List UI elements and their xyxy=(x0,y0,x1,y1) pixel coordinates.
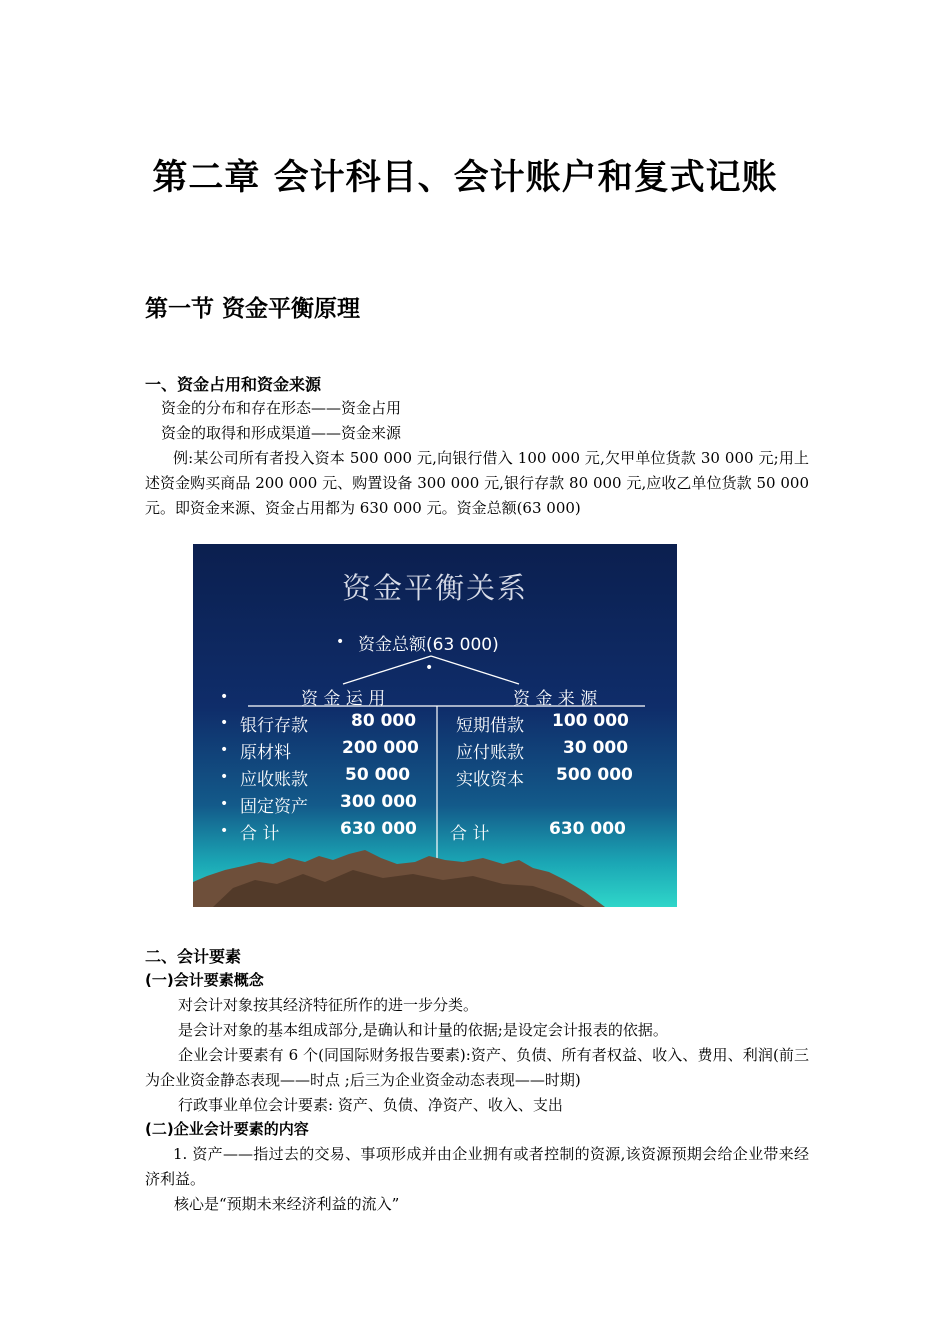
bullet: • xyxy=(220,715,229,731)
left-row-value: 80 000 xyxy=(351,711,417,731)
subheading-concept: (一)会计要素概念 xyxy=(145,971,264,989)
right-row-value: 30 000 xyxy=(563,738,629,758)
right-row-label: 实收资本 xyxy=(456,770,524,790)
bullet: • xyxy=(220,823,229,839)
heading-part2: 二、会计要素 xyxy=(145,947,242,966)
subheading-content: (二)企业会计要素的内容 xyxy=(145,1120,309,1138)
text-line: 是会计对象的基本组成部分,是确认和计量的依据;是设定会计报表的依据。 xyxy=(178,1021,668,1039)
bullet: • xyxy=(220,769,229,785)
paragraph-elements: 企业会计要素有 6 个(同国际财务报告要素):资产、负债、所有者权益、收入、费用、利润(前三为企业资金静态表现——时点 ;后三为企业资金动态表现——时期) xyxy=(145,1046,809,1089)
left-row-value: 300 000 xyxy=(340,792,417,812)
left-row-label: 原材料 xyxy=(240,743,291,763)
right-row-value: 630 000 xyxy=(549,819,626,839)
bullet: • xyxy=(220,689,229,705)
text-line: 资金的分布和存在形态——资金占用 xyxy=(161,399,402,417)
heading-part1: 一、资金占用和资金来源 xyxy=(145,375,322,394)
right-row-label: 合 计 xyxy=(450,824,490,844)
slide-right-header: 资 金 来 源 xyxy=(513,689,598,709)
paragraph-assets: 1. 资产——指过去的交易、事项形成并由企业拥有或者控制的资源,该资源预期会给企业带来经济利益。 xyxy=(145,1145,809,1188)
left-row-value: 200 000 xyxy=(342,738,419,758)
slide-total-label: 资金总额(63 000) xyxy=(358,635,499,655)
left-row-value: 50 000 xyxy=(345,765,411,785)
left-row-label: 合 计 xyxy=(240,824,280,844)
bullet: • xyxy=(425,660,434,676)
tree-line-right xyxy=(431,656,519,684)
text-line: 对会计对象按其经济特征所作的进一步分类。 xyxy=(178,996,479,1014)
slide-image xyxy=(193,544,677,907)
right-row-label: 短期借款 xyxy=(456,716,524,736)
left-row-label: 固定资产 xyxy=(240,797,308,817)
tree-line-left xyxy=(343,656,434,684)
left-row-label: 银行存款 xyxy=(240,716,308,736)
bullet: • xyxy=(220,796,229,812)
right-row-value: 100 000 xyxy=(552,711,629,731)
slide-left-header: 资 金 运 用 xyxy=(301,689,386,709)
slide-title: 资金平衡关系 xyxy=(341,571,528,605)
text-line: 资金的取得和形成渠道——资金来源 xyxy=(161,424,402,442)
chapter-title: 第二章 会计科目、会计账户和复式记账 xyxy=(152,158,778,198)
text-line: 行政事业单位会计要素: 资产、负债、净资产、收入、支出 xyxy=(178,1096,563,1114)
bullet: • xyxy=(336,634,345,650)
bullet: • xyxy=(220,742,229,758)
right-row-label: 应付账款 xyxy=(456,743,524,763)
section-title: 第一节 资金平衡原理 xyxy=(145,296,361,322)
right-row-value: 500 000 xyxy=(556,765,633,785)
left-row-value: 630 000 xyxy=(340,819,417,839)
example-paragraph: 例:某公司所有者投入资本 500 000 元,向银行借入 100 000 元,欠甲单位货款 30 000 元;用上述资金购买商品 200 000 元、购置设备 300 000 元,银行存款 80 000 元,应收乙单位货款 50 000 元。即资金来源、资金占用都为 630 000 元。资金总额(63 000) xyxy=(145,449,809,517)
text-line: 核心是“预期未来经济利益的流入” xyxy=(174,1195,400,1213)
left-row-label: 应收账款 xyxy=(240,770,308,790)
